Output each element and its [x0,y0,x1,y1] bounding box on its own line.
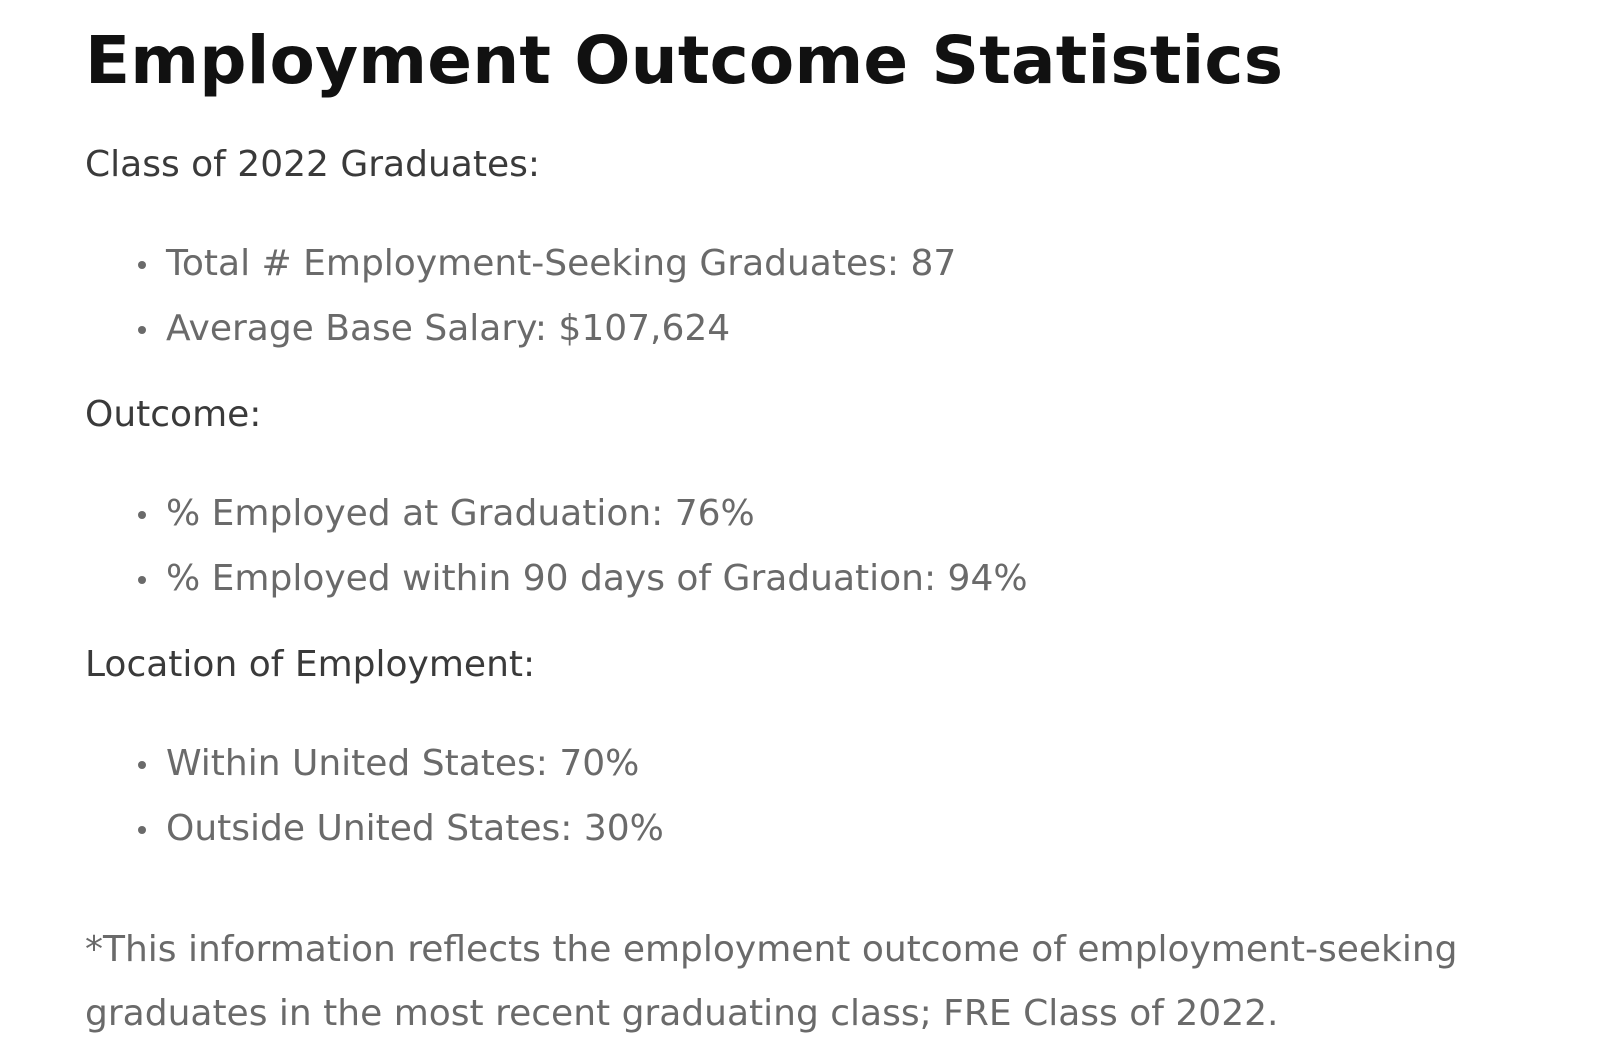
stat-text: Average Base Salary: $107,624 [166,308,731,349]
list-item [85,796,664,861]
stat-list-class-of-2022 [85,231,956,361]
footnote: *This information reflects the employment outcome of employment-seeking graduates in the most recent graduating class; FRE Class of 2022. [85,929,1458,1034]
bullet-icon [138,761,146,769]
section-label-class-of-2022: Class of 2022 Graduates: [85,144,540,185]
section-label-outcome: Outcome: [85,394,262,435]
stat-list-location [85,731,664,861]
list-item [85,546,1028,611]
list-item [85,481,1028,546]
bullet-icon [138,261,146,269]
stat-text: Outside United States: 30% [166,808,664,849]
page-title: Employment Outcome Statistics [85,22,1284,99]
list-item [85,731,664,796]
stat-text: Within United States: 70% [166,743,640,784]
bullet-icon [138,511,146,519]
stat-text: Total # Employment-Seeking Graduates: 87 [166,243,957,284]
bullet-icon [138,326,146,334]
bullet-icon [138,576,146,584]
stat-text: % Employed within 90 days of Graduation: 94% [166,558,1028,599]
stat-text: % Employed at Graduation: 76% [166,493,755,534]
stat-list-outcome [85,481,1028,611]
bullet-icon [138,826,146,834]
list-item [85,231,956,296]
section-label-location: Location of Employment: [85,644,536,685]
list-item [85,296,956,361]
